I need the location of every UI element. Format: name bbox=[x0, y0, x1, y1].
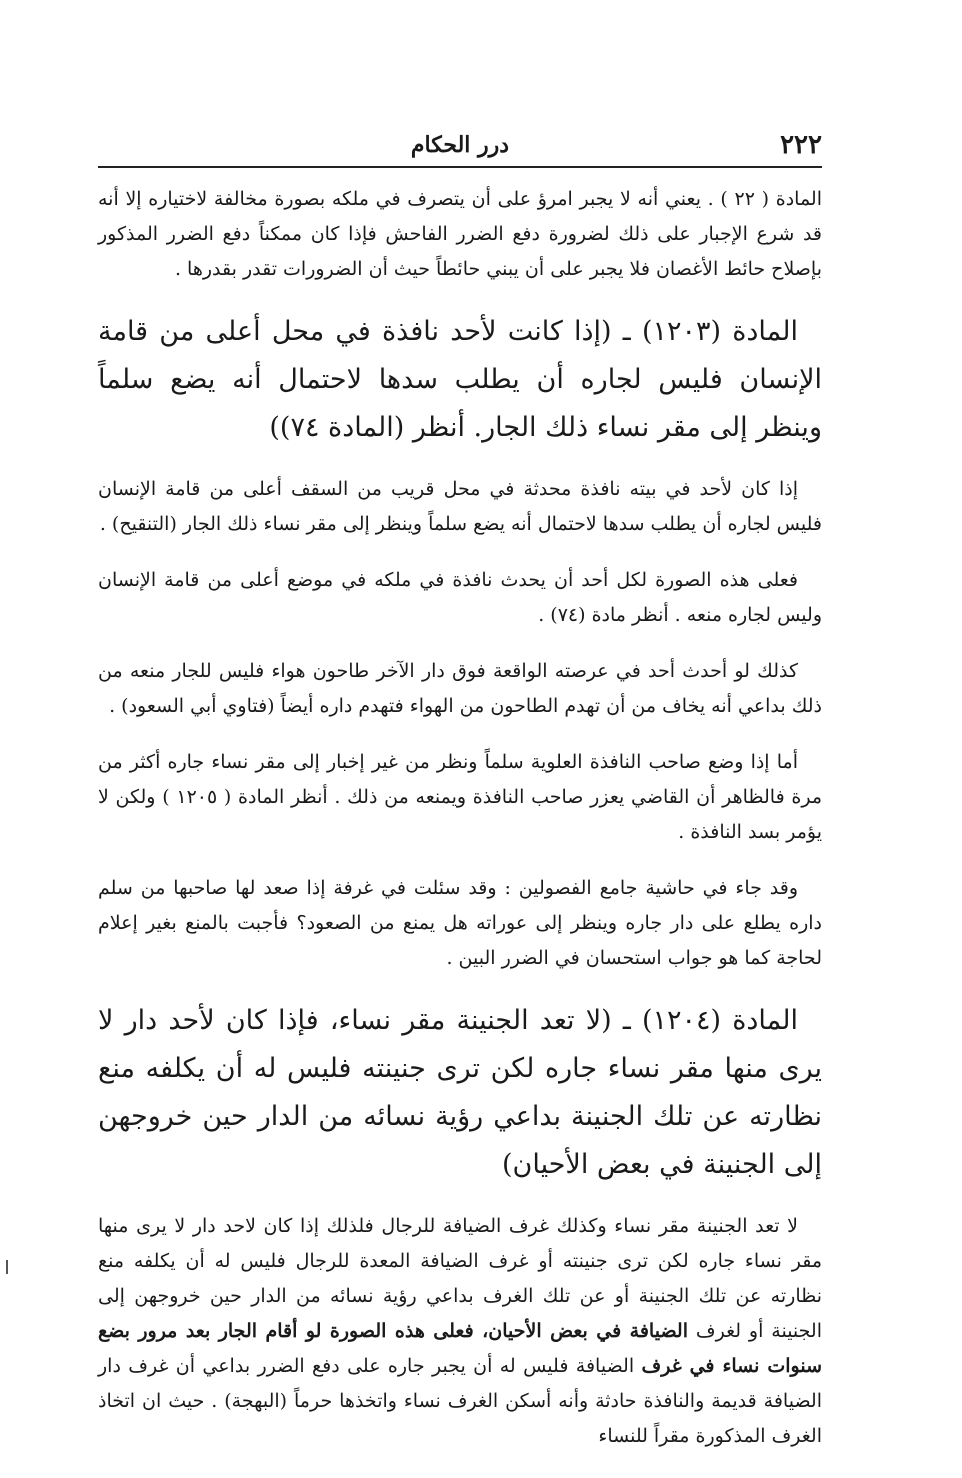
commentary-paragraph: أما إذا وضع صاحب النافذة العلوية سلماً ونظر من غير إخبار إلى مقر نساء جاره أكثر من مرة فالظاهر أن القاضي يعزر صاحب النافذة ويمنعه من ذلك . أنظر المادة ( ١٢٠٥ ) ولكن لا يؤمر بسد النافذة . bbox=[98, 751, 822, 843]
commentary-paragraph: كذلك لو أحدث أحد في عرصته الواقعة فوق دار الآخر طاحون هواء فليس للجار منعه من ذلك بداعي أنه يخاف من أن تهدم الطاحون من الهواء فتهدم داره أيضاً (فتاوي أبي السعود) . bbox=[98, 660, 822, 717]
article-1203: المادة (١٢٠٣) ـ (إذا كانت لأحد نافذة في محل أعلى من قامة الإنسان فليس لجاره أن يطلب سدها لاحتمال أنه يضع سلماً وينظر إلى مقر نساء ذلك الجار. أنظر (المادة ٧٤)) bbox=[98, 316, 822, 443]
header-divider bbox=[98, 166, 822, 168]
margin-mark bbox=[6, 1260, 8, 1274]
page-header bbox=[98, 130, 822, 164]
emphasized-text: الضيافة في بعض الأحيان، فعلى هذه الصورة لو أقام الجار بعد مرور بضع سنوات نساء في غرف bbox=[98, 1320, 822, 1377]
paragraph-text: لا تعد الجنينة مقر نساء وكذلك غرف الضيافة للرجال فلذلك إذا كان لاحد دار لا يرى منها مقر نساء جاره لكن ترى جنينته أو غرف الضيافة المعدة للرجال فليس له أن يكلفه منع نظارته عن تلك الجنينة أو عن تلك الغرف بداعي رؤية نسائه من الدار حين خروجهن إلى الجنينة أو لغرف bbox=[98, 1215, 822, 1342]
page-body bbox=[98, 182, 822, 1475]
running-title: درر الحكام bbox=[410, 132, 510, 158]
article-1204: المادة (١٢٠٤) ـ (لا تعد الجنينة مقر نساء، فإذا كان لأحد دار لا يرى منها مقر نساء جاره لكن ترى جنينته فليس له أن يكلفه منع نظارته عن تلك الجنينة بداعي رؤية نسائه من الدار حين خروجهن إلى الجنينة في بعض الأحيان) bbox=[98, 1005, 822, 1180]
commentary-paragraph bbox=[98, 1209, 822, 1454]
page-number: ٢٢٢ bbox=[780, 130, 822, 160]
commentary-paragraph: إذا كان لأحد في بيته نافذة محدثة في محل قريب من السقف أعلى من قامة الإنسان فليس لجاره أن يطلب سدها لاحتمال أنه يضع سلماً وينظر إلى مقر نساء ذلك الجار (التنقيح) . bbox=[98, 478, 822, 535]
commentary-paragraph: فعلى هذه الصورة لكل أحد أن يحدث نافذة في ملكه في موضع أعلى من قامة الإنسان وليس لجاره منعه . أنظر مادة (٧٤) . bbox=[98, 569, 822, 626]
paragraph-text: الضيافة فليس له أن يجبر جاره على دفع الضرر بداعي أن غرف دار الضيافة قديمة والنافذة حادثة وأنه أسكن الغرف نساء واتخذها حرماً (البهجة) . حيث ان اتخاذ الغرف المذكورة مقراً للنساء bbox=[98, 1355, 822, 1447]
commentary-paragraph: وقد جاء في حاشية جامع الفصولين : وقد سئلت في غرفة إذا صعد لها صاحبها من سلم داره يطلع على دار جاره وينظر إلى عوراته هل يمنع من الصعود؟ فأجبت بالمنع بغير إعلام لحاجة كما هو جواب استحسان في الضرر البين . bbox=[98, 877, 822, 969]
commentary-paragraph: المادة ( ٢٢ ) . يعني أنه لا يجبر امرؤ على أن يتصرف في ملكه بصورة مخالفة لاختياره إلا أنه قد شرع الإجبار على ذلك لضرورة دفع الضرر الفاحش فإذا كان ممكناً دفع الضرر المذكور بإصلاح حائط الأغصان فلا يجبر على أن يبني حائطاً حيث أن الضرورات تقدر بقدرها . bbox=[98, 188, 822, 280]
